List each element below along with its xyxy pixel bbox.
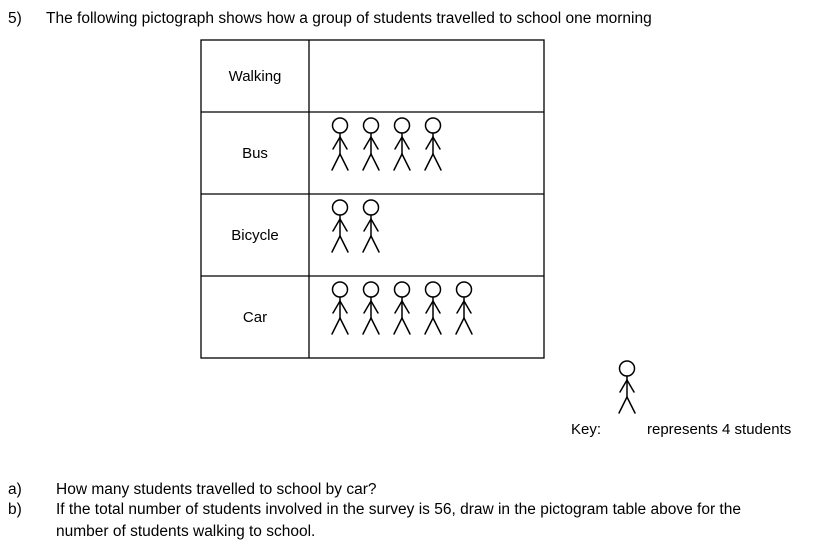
question-text: The following pictograph shows how a group of students travelled to school one morning (46, 10, 652, 27)
key-label: Key: (571, 421, 602, 438)
stick-figure-icon (425, 282, 441, 334)
row-labels (229, 68, 282, 326)
question-b (8, 501, 741, 519)
stick-figure-icon (363, 282, 379, 334)
row-label-bus: Bus (242, 145, 268, 162)
key-icon-group (619, 361, 635, 413)
stick-figure-icon (332, 200, 348, 252)
stick-figure-icon (425, 118, 441, 170)
row-label-bicycle: Bicycle (231, 227, 279, 244)
stick-figure-icon (363, 118, 379, 170)
icon-area (332, 118, 472, 334)
row-label-walking: Walking (228, 68, 282, 85)
question-number: 5) (8, 10, 22, 27)
row-label-car: Car (242, 309, 268, 326)
stick-figure-icon (456, 282, 472, 334)
question-a-text: How many students travelled to school by car? (56, 481, 377, 498)
stick-figure-icon (332, 282, 348, 334)
question-a (8, 481, 377, 499)
question-b-label: b) (8, 501, 22, 518)
question-b-text: If the total number of students involved in the survey is 56, draw in the pictogram table above for the (56, 501, 741, 518)
question-a-label: a) (8, 481, 22, 498)
stick-figure-icon (394, 118, 410, 170)
key-text: represents 4 students (647, 421, 792, 438)
stick-figure-icon (363, 200, 379, 252)
stick-figure-icon (394, 282, 410, 334)
key-stick-figure-icon (619, 361, 635, 413)
question-b-continuation: number of students walking to school. (56, 523, 316, 540)
stick-figure-icon (332, 118, 348, 170)
